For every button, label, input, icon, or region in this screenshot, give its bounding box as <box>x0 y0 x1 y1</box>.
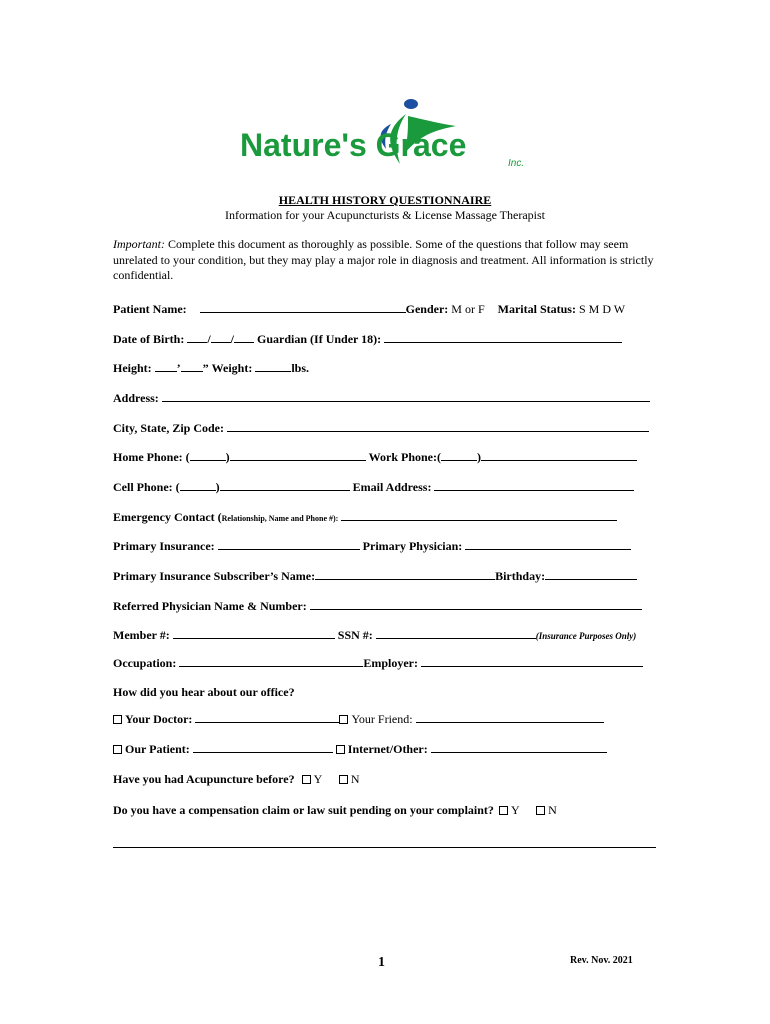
row-member-ssn <box>113 627 636 643</box>
primary-physician-label: Primary Physician: <box>362 539 463 553</box>
home-phone-label: Home Phone: ( <box>113 450 190 464</box>
ssn-label: SSN #: <box>337 628 373 642</box>
page-number: 1 <box>378 955 385 970</box>
gender-label: Gender: <box>405 302 449 316</box>
row-insurance <box>113 538 631 554</box>
compensation-yes-checkbox[interactable] <box>499 806 508 815</box>
referred-physician-field[interactable] <box>310 598 642 610</box>
emergency-contact-label: Emergency Contact ( <box>113 510 222 524</box>
our-patient-label: Our Patient: <box>125 742 190 756</box>
acupuncture-no-checkbox[interactable] <box>339 775 348 784</box>
your-doctor-field[interactable] <box>195 711 339 723</box>
row-address <box>113 390 650 406</box>
row-dob <box>113 331 622 347</box>
internet-other-field[interactable] <box>431 741 607 753</box>
your-friend-checkbox[interactable] <box>339 715 348 724</box>
revision-date: Rev. Nov. 2021 <box>570 955 633 966</box>
logo-graphic <box>236 94 536 174</box>
row-emergency-contact <box>113 509 617 525</box>
member-label: Member #: <box>113 628 170 642</box>
compensation-no-checkbox[interactable] <box>536 806 545 815</box>
home-phone-area-field[interactable] <box>190 449 226 461</box>
logo-text: Nature's Grace <box>240 127 467 163</box>
company-logo <box>236 94 536 174</box>
referred-physician-label: Referred Physician Name & Number: <box>113 599 307 613</box>
work-phone-field[interactable] <box>481 449 637 461</box>
your-friend-label: Your Friend: <box>351 712 413 726</box>
row-patient-name <box>113 301 625 317</box>
dob-month-field[interactable] <box>187 331 207 343</box>
primary-insurance-label: Primary Insurance: <box>113 539 215 553</box>
subscriber-name-label: Primary Insurance Subscriber’s Name: <box>113 569 316 583</box>
primary-physician-field[interactable] <box>465 538 631 550</box>
occupation-field[interactable] <box>179 655 363 667</box>
intro-text: Complete this document as thoroughly as possible. Some of the questions that follow may seem unrelated to your condition, but they may play a major role in diagnosis and treatment. All information is strictly confidential. <box>113 237 654 282</box>
height-label: Height: <box>113 361 152 375</box>
form-subtitle: Information for your Acupuncturists & License Massage Therapist <box>224 208 546 222</box>
employer-field[interactable] <box>421 655 643 667</box>
logo-dot <box>404 99 418 109</box>
internet-other-checkbox[interactable] <box>336 745 345 754</box>
cell-phone-paren: ) <box>215 480 220 494</box>
dob-separator: / <box>207 332 211 346</box>
work-phone-label: Work Phone:( <box>368 450 441 464</box>
marital-options[interactable]: S M D W <box>578 302 626 316</box>
marital-status-label: Marital Status: <box>497 302 576 316</box>
email-label: Email Address: <box>352 480 432 494</box>
height-inches-field[interactable] <box>181 360 203 372</box>
birthday-field[interactable] <box>545 568 637 580</box>
acupuncture-yes-label: Y <box>313 772 322 786</box>
dob-day-field[interactable] <box>211 331 231 343</box>
row-referred-physician <box>113 598 642 614</box>
hear-about-label: How did you hear about our office? <box>113 685 295 699</box>
row-referral-2 <box>113 741 607 757</box>
guardian-label: Guardian (If Under 18): <box>257 332 382 346</box>
home-phone-paren: ) <box>225 450 230 464</box>
acupuncture-yes-checkbox[interactable] <box>302 775 311 784</box>
comment-line-field[interactable] <box>113 847 656 848</box>
inch-mark: ” <box>202 361 209 375</box>
feet-mark: ’ <box>176 361 181 375</box>
dob-separator: / <box>230 332 235 346</box>
ssn-field[interactable] <box>376 627 536 639</box>
patient-name-label: Patient Name: <box>113 302 187 316</box>
acupuncture-no-label: N <box>350 772 360 786</box>
insurance-purposes-note: (Insurance Purposes Only) <box>535 631 637 641</box>
row-phones <box>113 449 637 465</box>
row-occupation <box>113 655 643 671</box>
work-phone-paren: ) <box>477 450 481 464</box>
city-state-zip-field[interactable] <box>227 420 649 432</box>
row-city-state-zip <box>113 420 649 436</box>
your-doctor-label: Your Doctor: <box>125 712 193 726</box>
occupation-label: Occupation: <box>113 656 177 670</box>
height-feet-field[interactable] <box>155 360 177 372</box>
birthday-label: Birthday: <box>495 569 546 583</box>
row-acupuncture <box>113 772 359 788</box>
row-referral-1 <box>113 711 604 727</box>
guardian-field[interactable] <box>384 331 622 343</box>
gender-options[interactable]: M or F <box>451 302 485 316</box>
intro-paragraph <box>113 237 658 284</box>
address-label: Address: <box>113 391 159 405</box>
row-compensation <box>113 803 557 819</box>
row-cell-email <box>113 479 634 495</box>
form-title: HEALTH HISTORY QUESTIONNAIRE <box>278 193 492 207</box>
our-patient-field[interactable] <box>193 741 333 753</box>
patient-name-field[interactable] <box>200 301 406 313</box>
weight-label: Weight: <box>211 361 253 375</box>
cell-phone-field[interactable] <box>220 479 350 491</box>
acupuncture-question: Have you had Acupuncture before? <box>113 772 295 786</box>
primary-insurance-field[interactable] <box>218 538 360 550</box>
compensation-no-label: N <box>548 803 557 817</box>
your-friend-field[interactable] <box>416 711 604 723</box>
lbs-label: lbs. <box>291 361 310 375</box>
dob-year-field[interactable] <box>234 331 254 343</box>
home-phone-field[interactable] <box>230 449 366 461</box>
our-patient-checkbox[interactable] <box>113 745 122 754</box>
member-field[interactable] <box>173 627 335 639</box>
work-phone-area-field[interactable] <box>441 449 477 461</box>
emergency-contact-field[interactable] <box>341 509 617 521</box>
cell-phone-label: Cell Phone: ( <box>113 480 180 494</box>
employer-label: Employer: <box>363 656 418 670</box>
email-field[interactable] <box>434 479 634 491</box>
row-hear-about <box>113 685 295 701</box>
dob-label: Date of Birth: <box>113 332 185 346</box>
weight-field[interactable] <box>255 360 291 372</box>
compensation-yes-label: Y <box>510 803 520 817</box>
internet-other-label: Internet/Other: <box>347 742 428 756</box>
cell-phone-area-field[interactable] <box>180 479 216 491</box>
compensation-question: Do you have a compensation claim or law suit pending on your complaint? <box>113 803 494 817</box>
important-label: Important: <box>113 237 165 251</box>
row-subscriber <box>113 568 637 584</box>
emergency-contact-note: Relationship, Name and Phone #): <box>221 514 339 523</box>
logo-suffix: Inc. <box>508 158 525 169</box>
row-height-weight <box>113 360 309 376</box>
subscriber-name-field[interactable] <box>315 568 495 580</box>
city-state-zip-label: City, State, Zip Code: <box>113 421 224 435</box>
address-field[interactable] <box>162 390 650 402</box>
your-doctor-checkbox[interactable] <box>113 715 122 724</box>
